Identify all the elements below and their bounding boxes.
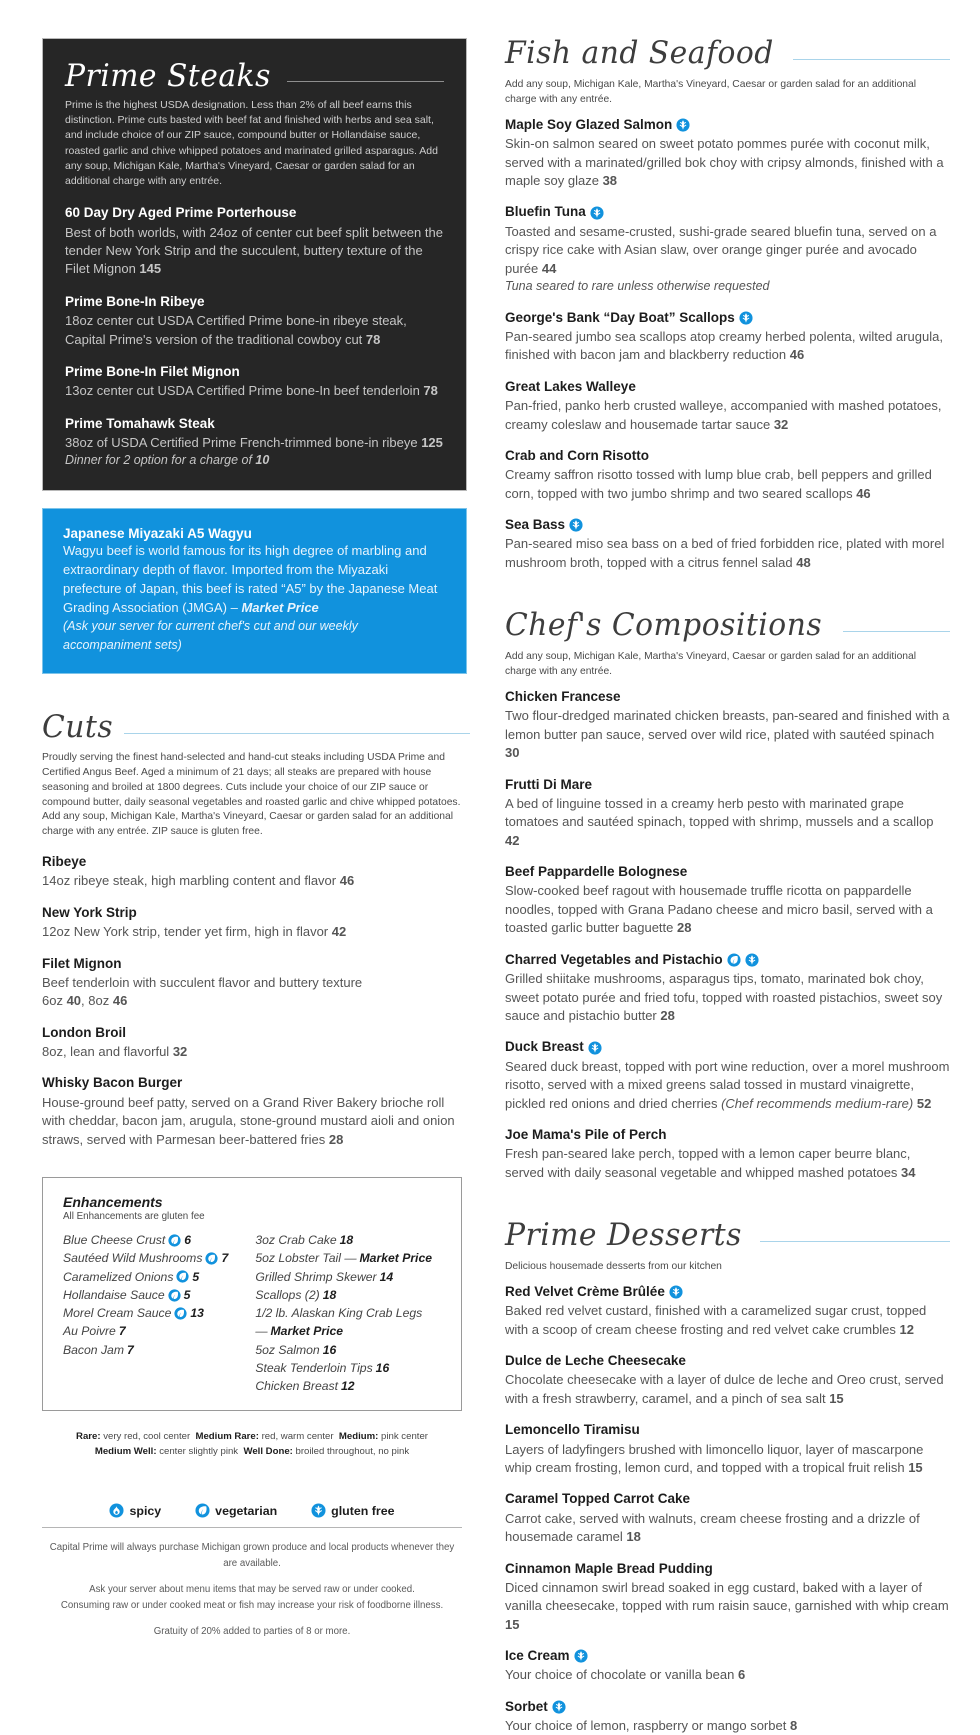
menu-item-name — [505, 1283, 950, 1301]
wagyu-desc — [63, 542, 446, 617]
doneness-medium-rare-label: Medium Rare: — [195, 1430, 259, 1442]
menu-item-desc: 38oz of USDA Certified Prime French-trimmed bone-in ribeye 125 — [65, 434, 443, 450]
menu-item — [505, 688, 950, 763]
doneness-line-1 — [42, 1429, 462, 1444]
legend-vegetarian — [195, 1503, 277, 1518]
enhancement-label: Grilled Shrimp Skewer — [255, 1269, 377, 1284]
menu-item-price: 44 — [541, 260, 557, 276]
menu-item-desc-note: (Chef recommends medium-rare) — [721, 1095, 914, 1111]
prime-steaks-intro: Prime is the highest USDA designation. Less than 2% of all beef earns this distinction. Prime cuts basted with beef fat and finished with herbs and sea salt, and include choice of our ZIP sauce, compound butter or Hollandaise sauce, roasted garlic and chive whipped potatoes and marinated grilled asparagus. Add any soup, Michigan Kale, Martha's Vineyard, Caesar or garden salad for an additional charge with any entrée. — [65, 99, 438, 188]
cuts-item-list — [42, 853, 467, 1149]
doneness-rare-text: very red, cool center — [103, 1430, 191, 1442]
menu-item-price-2: 46 — [112, 993, 128, 1009]
menu-item-desc: 14oz ribeye steak, high marbling content and flavor 46 — [42, 873, 355, 889]
legend-vegetarian-label: vegetarian — [215, 1503, 278, 1518]
enhancements-subtitle: All Enhancements are gluten fee — [63, 1210, 205, 1222]
menu-item — [505, 1283, 950, 1339]
enhancement-price: 7 — [221, 1251, 229, 1266]
menu-item-desc: Diced cinnamon swirl bread soaked in egg custard, baked with a layer of vanilla cheesecake, topped with rum raisin sauce, garnished with whip cream 15 — [505, 1579, 949, 1632]
menu-item-price: 125 — [421, 434, 443, 450]
fish-heading — [505, 35, 950, 71]
vegetarian-icon — [195, 1503, 210, 1518]
menu-item-name: 60 Day Dry Aged Prime Porterhouse — [65, 205, 297, 221]
menu-item-desc: 12oz New York strip, tender yet firm, high in flavor 42 — [42, 924, 347, 940]
menu-item-name — [505, 1421, 950, 1439]
menu-item-name-text: Caramel Topped Carrot Cake — [505, 1491, 691, 1507]
menu-item-price: 34 — [901, 1164, 916, 1180]
menu-item-name — [505, 1698, 950, 1716]
menu-item-price: 145 — [139, 261, 162, 277]
dietary-legend — [42, 1503, 462, 1528]
prime-steaks-panel — [42, 38, 467, 491]
menu-item — [505, 1126, 950, 1182]
menu-item-name-text: Beef Pappardelle Bolognese — [505, 864, 688, 880]
heading-rule — [760, 1241, 950, 1242]
menu-item-name-text: Duck Breast — [505, 1039, 584, 1055]
legend-spicy-label: spicy — [129, 1503, 162, 1518]
cuts-section — [42, 708, 470, 1149]
enhancement-item — [63, 1322, 255, 1340]
gluten-free-icon — [669, 1285, 683, 1299]
prime-steaks-heading — [65, 58, 444, 94]
wagyu-name: Japanese Miyazaki A5 Wagyu — [63, 526, 252, 542]
enhancement-label: 1/2 lb. Alaskan King Crab Legs — [255, 1306, 423, 1321]
enhancement-label: Steak Tenderloin Tips — [255, 1361, 373, 1376]
cuts-heading — [42, 708, 470, 745]
menu-item-desc: Beef tenderloin with succulent flavor and buttery texture — [42, 974, 363, 990]
enhancement-item — [255, 1268, 443, 1286]
enhancement-price: 12 — [340, 1379, 355, 1394]
menu-item — [505, 1647, 950, 1685]
menu-item-price: 42 — [331, 924, 347, 940]
menu-item — [505, 378, 950, 434]
enhancement-price: 16 — [375, 1361, 390, 1376]
menu-item-name — [505, 1126, 950, 1144]
menu-item-name — [505, 1038, 950, 1056]
menu-item-name — [505, 516, 950, 534]
menu-item-name — [505, 203, 950, 221]
menu-item-price: 46 — [339, 873, 355, 889]
menu-item-desc: Chocolate cheesecake with a layer of dulce de leche and Oreo crust, served with a fresh strawberry, caramel, and a pinch of sea salt 15 — [505, 1372, 944, 1406]
menu-item-price: 32 — [773, 416, 789, 432]
enhancement-item — [63, 1268, 255, 1286]
menu-item-name: Prime Bone-In Ribeye — [65, 293, 205, 309]
enhancement-item — [255, 1377, 443, 1395]
cuts-intro: Proudly serving the finest hand-selected and hand-cut steaks including USDA Prime and Certified Angus Beef. Aged a minimum of 21 days; all steaks are prepared with house seasoning and broiled at 1800 degrees. Cuts include your choice of our ZIP sauce or compound butter, daily seasonal vegetables and roasted garlic and chive whipped potatoes. Add any soup, Michigan Kale, Martha's Vineyard, Caesar or garden salad for an additional charge with any entrée. ZIP sauce is gluten free. — [42, 751, 461, 838]
menu-item — [505, 309, 950, 365]
enhancement-item — [63, 1286, 255, 1304]
fish-section — [505, 35, 950, 572]
vegetarian-icon — [727, 953, 741, 967]
desserts-intro: Delicious housemade desserts from our kitchen — [505, 1261, 722, 1273]
doneness-rare-label: Rare: — [76, 1430, 101, 1442]
menu-item — [42, 955, 467, 1011]
doneness-medium-label: Medium: — [338, 1430, 379, 1442]
cuts-title: Cuts — [42, 708, 114, 745]
enhancement-item — [255, 1249, 443, 1267]
menu-item-desc: Skin-on salmon seared on sweet potato pommes purée with coconut milk, served with a marinated/grilled bok choy with cripsy almonds, finished with a maple soy glaze 38 — [505, 136, 944, 188]
enhancement-item — [63, 1341, 255, 1359]
menu-item — [42, 904, 467, 942]
enhancement-price: 14 — [379, 1269, 394, 1284]
enhancement-price: 13 — [190, 1306, 204, 1321]
menu-item — [505, 1560, 950, 1635]
menu-item-name: Filet Mignon — [42, 955, 122, 971]
menu-item-note: Tuna seared to rare unless otherwise requested — [505, 279, 770, 293]
enhancement-label: Morel Cream Sauce — [63, 1306, 172, 1321]
footer-line-3: Consuming raw or under cooked meat or fish may increase your risk of foodborne illness. — [60, 1599, 444, 1611]
vegetarian-icon — [176, 1270, 189, 1283]
menu-item — [65, 204, 444, 279]
heading-rule — [793, 59, 950, 60]
menu-item-price: 30 — [505, 745, 520, 761]
menu-item — [505, 1038, 950, 1113]
menu-item-price: 12 — [899, 1321, 914, 1337]
menu-item-name — [505, 378, 950, 396]
menu-item — [505, 863, 950, 938]
menu-item-name-text: Chicken Francese — [505, 689, 621, 705]
vegetarian-icon — [174, 1307, 187, 1320]
enhancement-price: Market Price — [270, 1324, 344, 1339]
gluten-free-icon — [739, 311, 753, 325]
heading-rule — [287, 81, 444, 82]
menu-item-price: 46 — [856, 485, 871, 501]
menu-item-price: 15 — [505, 1616, 520, 1632]
legend-spicy — [109, 1503, 161, 1518]
menu-item-price: 78 — [365, 331, 381, 347]
menu-item-name-text: Joe Mama's Pile of Perch — [505, 1126, 667, 1142]
enhancement-label: 3oz Crab Cake — [255, 1232, 337, 1247]
menu-item — [42, 853, 467, 891]
enhancement-label: 5oz Lobster Tail — — [255, 1251, 357, 1266]
enhancement-price: 18 — [339, 1232, 354, 1247]
menu-item-prices: 6oz 40, 8oz 46 — [42, 993, 128, 1009]
enhancement-item — [63, 1304, 255, 1322]
doneness-guide — [42, 1429, 462, 1460]
enhancement-item — [255, 1341, 443, 1359]
menu-item-price: 15 — [908, 1459, 923, 1475]
gluten-free-icon — [552, 1700, 566, 1714]
menu-item-desc: Layers of ladyfingers brushed with limoncello liquor, layer of mascarpone whip cream frosting, lemon curd, and topped with a tropical fruit relish 15 — [505, 1441, 924, 1475]
menu-item-name: Whisky Bacon Burger — [42, 1075, 183, 1091]
menu-item-name-text: Crab and Corn Risotto — [505, 448, 649, 463]
menu-item-name-text: Bluefin Tuna — [505, 204, 586, 220]
menu-item — [65, 415, 444, 470]
legend-gluten-free-label: gluten free — [331, 1503, 395, 1518]
menu-item-desc: A bed of linguine tossed in a creamy herb pesto with marinated grape tomatoes and sautéed spinach, topped with shrimp, mussels and a scallop 42 — [505, 795, 934, 848]
menu-item-desc: Pan-seared jumbo sea scallops atop creamy herbed polenta, wilted arugula, finished with bacon jam and blackberry reduction 46 — [505, 328, 943, 363]
menu-item-name-text: George's Bank “Day Boat” Scallops — [505, 309, 735, 325]
menu-item-name: Prime Tomahawk Steak — [65, 415, 215, 431]
doneness-medium-text: pink center — [381, 1430, 428, 1442]
gluten-free-icon — [590, 206, 604, 220]
enhancement-price: 5 — [192, 1269, 200, 1284]
wagyu-price: Market Price — [241, 599, 319, 615]
chefs-item-list — [505, 688, 950, 1182]
page-footer — [42, 1540, 462, 1640]
doneness-well-done-text: broiled throughout, no pink — [295, 1446, 410, 1457]
desserts-item-list — [505, 1283, 950, 1735]
gluten-free-icon — [588, 1041, 602, 1055]
menu-item-desc: Creamy saffron risotto tossed with lump blue crab, bell peppers and grilled corn, topped with two jumbo shrimp and two seared scallops 46 — [505, 467, 932, 501]
menu-item-desc: Grilled shiitake mushrooms, asparagus tips, tomato, marinated bok choy, sweet potato purée and fried tofu, topped with roasted pistachios, sweet soy sauce and pistachio butter 28 — [505, 971, 943, 1023]
menu-item-desc: Fresh pan-seared lake perch, topped with a lemon caper beurre blanc, served with daily seasonal vegetable and whipped mashed potatoes 34 — [505, 1146, 916, 1180]
footer-line-2: Ask your server about menu items that may be served raw or under cooked. — [89, 1584, 415, 1596]
menu-item-desc: House-ground beef patty, served on a Grand River Bakery brioche roll with cheddar, bacon jam, arugula, stone-ground mustard aioli and onion straws, served with Parmesan beer-battered fries 28 — [42, 1094, 455, 1147]
menu-item-name: London Broil — [42, 1024, 126, 1040]
enhancement-item — [63, 1231, 255, 1249]
menu-item-price: 15 — [829, 1390, 844, 1406]
doneness-line-2 — [42, 1444, 462, 1459]
gluten-free-icon — [676, 118, 690, 132]
enhancement-item — [255, 1359, 443, 1377]
menu-item — [505, 203, 950, 295]
menu-item — [505, 1421, 950, 1477]
heading-rule — [843, 631, 950, 632]
spicy-icon — [109, 1503, 124, 1518]
vegetarian-icon — [205, 1252, 218, 1265]
fish-title: Fish and Seafood — [505, 35, 774, 71]
menu-item-desc: Your choice of chocolate or vanilla bean 6 — [505, 1667, 746, 1683]
menu-item-price: 28 — [677, 920, 692, 936]
menu-item — [505, 1698, 950, 1735]
menu-item-price: 46 — [789, 347, 805, 363]
menu-item-desc: Two flour-dredged marinated chicken breasts, pan-seared and finished with a lemon butter pan sauce, served over wild rice, plated with sautéed spinach 30 — [505, 708, 950, 761]
menu-item-desc: Carrot cake, served with walnuts, cream cheese frosting and a drizzle of housemade caramel 18 — [505, 1510, 920, 1545]
legend-gluten-free — [311, 1503, 394, 1518]
menu-item — [505, 776, 950, 851]
footer-line-1: Capital Prime will always purchase Michigan grown produce and local products whenever they are available. — [49, 1542, 455, 1569]
menu-item — [65, 363, 444, 401]
menu-item-name-text: Dulce de Leche Cheesecake — [505, 1353, 686, 1369]
menu-item-desc: 13oz center cut USDA Certified Prime bone-In beef tenderloin 78 — [65, 383, 438, 399]
enhancements-left-list — [63, 1231, 255, 1396]
prime-steaks-item-list — [65, 204, 444, 470]
enhancement-price: 7 — [126, 1342, 134, 1357]
menu-item — [505, 116, 950, 191]
doneness-medium-well-label: Medium Well: — [94, 1446, 157, 1457]
menu-item-desc: 18oz center cut USDA Certified Prime bone-in ribeye steak, Capital Prime's version of the traditional cowboy cut 78 — [65, 313, 407, 347]
enhancement-item — [63, 1249, 255, 1267]
wagyu-desc-text: Wagyu beef is world famous for its high degree of marbling and extraordinary depth of flavor. Imported from the Miyazaki prefecture of Japan, this beef is rated “A5” by the Japanese Meat Grading Association (JMGA) – — [63, 543, 438, 615]
menu-item-price: 52 — [916, 1095, 932, 1111]
menu-item-name-text: Sorbet — [505, 1698, 548, 1714]
doneness-medium-rare-text: red, warm center — [261, 1430, 334, 1442]
menu-item-price: 18 — [626, 1529, 641, 1545]
enhancement-label: Bacon Jam — [63, 1342, 124, 1357]
menu-item-name — [505, 863, 950, 881]
menu-item-desc: Pan-seared miso sea bass on a bed of fried forbidden rice, plated with morel mushroom broth, topped with a citrus fennel salad 48 — [505, 536, 945, 570]
menu-item-name-text: Charred Vegetables and Pistachio — [505, 951, 723, 967]
wagyu-note: (Ask your server for current chef's cut and our weekly accompaniment sets) — [63, 619, 358, 652]
chefs-intro: Add any soup, Michigan Kale, Martha's Vineyard, Caesar or garden salad for an additional charge with any entrée. — [505, 651, 917, 678]
enhancement-label: Chicken Breast — [255, 1379, 338, 1394]
menu-item-price: 78 — [423, 383, 438, 399]
menu-item-name: New York Strip — [42, 904, 137, 920]
menu-item — [505, 1490, 950, 1546]
menu-item-name-text: Red Velvet Crème Brûlée — [505, 1284, 665, 1300]
desserts-heading — [505, 1217, 950, 1254]
footer-line-4: Gratuity of 20% added to parties of 8 or more. — [153, 1626, 351, 1638]
menu-item-price: 38 — [602, 172, 618, 188]
enhancement-label: Caramelized Onions — [63, 1269, 174, 1284]
menu-item-name — [505, 447, 950, 465]
enhancement-label: Blue Cheese Crust — [63, 1232, 166, 1247]
menu-item-name-text: Frutti Di Mare — [505, 776, 593, 792]
menu-item-desc: Pan-fried, panko herb crusted walleye, accompanied with mashed potatoes, creamy coleslaw and housemade tartar sauce 32 — [505, 398, 942, 432]
menu-item-price: 32 — [172, 1043, 188, 1059]
doneness-medium-well-text: center slightly pink — [159, 1446, 239, 1457]
menu-item-note: Dinner for 2 option for a charge of 10 — [65, 453, 270, 468]
menu-item-price: 48 — [796, 554, 811, 570]
left-column — [0, 0, 470, 1638]
vegetarian-icon — [168, 1234, 181, 1247]
heading-rule — [124, 733, 470, 734]
enhancement-item — [255, 1231, 443, 1249]
desserts-title: Prime Desserts — [505, 1217, 742, 1254]
gluten-free-icon — [311, 1503, 326, 1518]
fish-intro: Add any soup, Michigan Kale, Martha's Vineyard, Caesar or garden salad for an additional charge with any entrée. — [505, 79, 917, 105]
enhancement-label: — — [255, 1324, 268, 1339]
menu-item — [505, 951, 950, 1026]
vegetarian-icon — [168, 1289, 181, 1302]
enhancements-right-list — [255, 1231, 443, 1396]
menu-item-desc: 8oz, lean and flavorful 32 — [42, 1043, 188, 1059]
menu-item-desc: Toasted and sesame-crusted, sushi-grade seared bluefin tuna, served on a crispy rice cake with Asian slaw, over orange ginger purée and avocado purée 44 — [505, 223, 937, 276]
menu-item-name — [505, 1490, 950, 1508]
menu-item-desc: Baked red velvet custard, finished with a caramelized sugar crust, topped with a scoop of cream cheese frosting and red velvet cake crumbles 12 — [505, 1303, 927, 1337]
menu-item-name — [505, 1647, 950, 1665]
gluten-free-icon — [745, 953, 759, 967]
menu-item-price: 8 — [789, 1718, 798, 1733]
menu-item-name — [505, 309, 950, 327]
enhancement-price: 5 — [183, 1287, 191, 1302]
menu-item-name — [505, 1352, 950, 1370]
menu-item-price: 40 — [66, 993, 82, 1009]
enhancement-price: 16 — [322, 1342, 337, 1357]
menu-item-price: 28 — [660, 1007, 675, 1023]
menu-item-name: Prime Bone-In Filet Mignon — [65, 364, 240, 380]
menu-item — [505, 447, 950, 503]
menu-item-name — [505, 1560, 950, 1578]
enhancement-item — [255, 1304, 443, 1322]
enhancements-box — [42, 1177, 462, 1411]
prime-steaks-title: Prime Steaks — [65, 58, 271, 94]
enhancement-label: Hollandaise Sauce — [63, 1287, 165, 1302]
menu-item-desc: Slow-cooked beef ragout with housemade truffle ricotta on pappardelle noodles, topped with Grana Padano cheese and micro basil, served with a toasted garlic butter baguette 28 — [505, 883, 933, 936]
menu-item-name — [505, 116, 950, 134]
menu-item-desc: Seared duck breast, topped with port wine reduction, over a morel mushroom risotto, served with a mixed greens salad tossed in mustard vinaigrette, pickled red onions and dried cherries (Chef recommends medium-rare) 52 — [505, 1058, 950, 1111]
fish-item-list — [505, 116, 950, 572]
wagyu-panel — [42, 508, 467, 674]
menu-item-name-text: Ice Cream — [505, 1648, 570, 1664]
menu-item — [42, 1024, 467, 1062]
menu-item-desc: Best of both worlds, with 24oz of center cut beef split between the tender New York Strip and the succulent, buttery texture of the Filet Mignon 145 — [65, 224, 443, 277]
enhancement-price: 7 — [118, 1324, 126, 1339]
footer-lines-2-3 — [42, 1582, 462, 1613]
enhancement-label: Sautéed Wild Mushrooms — [63, 1251, 203, 1266]
enhancements-title: Enhancements — [63, 1193, 163, 1210]
menu-item-name-text: Sea Bass — [505, 517, 566, 533]
menu-item-name-text: Cinnamon Maple Bread Pudding — [505, 1560, 713, 1576]
chefs-heading — [505, 607, 950, 644]
gluten-free-icon — [569, 518, 583, 532]
menu-item-name-text: Lemoncello Tiramisu — [505, 1422, 640, 1438]
menu-item-name-text: Maple Soy Glazed Salmon — [505, 116, 673, 132]
menu-item-note-price: 10 — [255, 453, 270, 468]
chefs-section — [505, 607, 950, 1182]
enhancement-price: Market Price — [359, 1251, 433, 1266]
menu-item-name — [505, 951, 950, 969]
enhancement-item — [255, 1322, 443, 1340]
menu-item-price: 6 — [737, 1667, 746, 1683]
menu-item — [42, 1074, 467, 1149]
menu-item-price: 28 — [328, 1131, 344, 1147]
enhancement-price: 6 — [184, 1232, 192, 1247]
right-column — [470, 0, 980, 1733]
menu-item — [65, 293, 444, 349]
gluten-free-icon — [574, 1649, 588, 1663]
desserts-section — [505, 1217, 950, 1735]
enhancement-label: Scallops (2) — [255, 1287, 320, 1302]
menu-item-price: 42 — [505, 832, 520, 848]
enhancement-label: 5oz Salmon — [255, 1342, 320, 1357]
enhancement-item — [255, 1286, 443, 1304]
menu-item — [505, 1352, 950, 1408]
menu-item-name — [505, 776, 950, 794]
menu-item — [505, 516, 950, 572]
menu-item-name: Ribeye — [42, 854, 87, 870]
menu-item-name — [505, 688, 950, 706]
enhancement-label: Au Poivre — [63, 1324, 116, 1339]
enhancement-price: 18 — [322, 1287, 337, 1302]
menu-item-desc: Your choice of lemon, raspberry or mango sorbet 8 — [505, 1718, 798, 1733]
doneness-well-done-label: Well Done: — [243, 1446, 293, 1457]
chefs-title: Chef's Compositions — [505, 607, 823, 644]
menu-item-name-text: Great Lakes Walleye — [505, 378, 636, 394]
